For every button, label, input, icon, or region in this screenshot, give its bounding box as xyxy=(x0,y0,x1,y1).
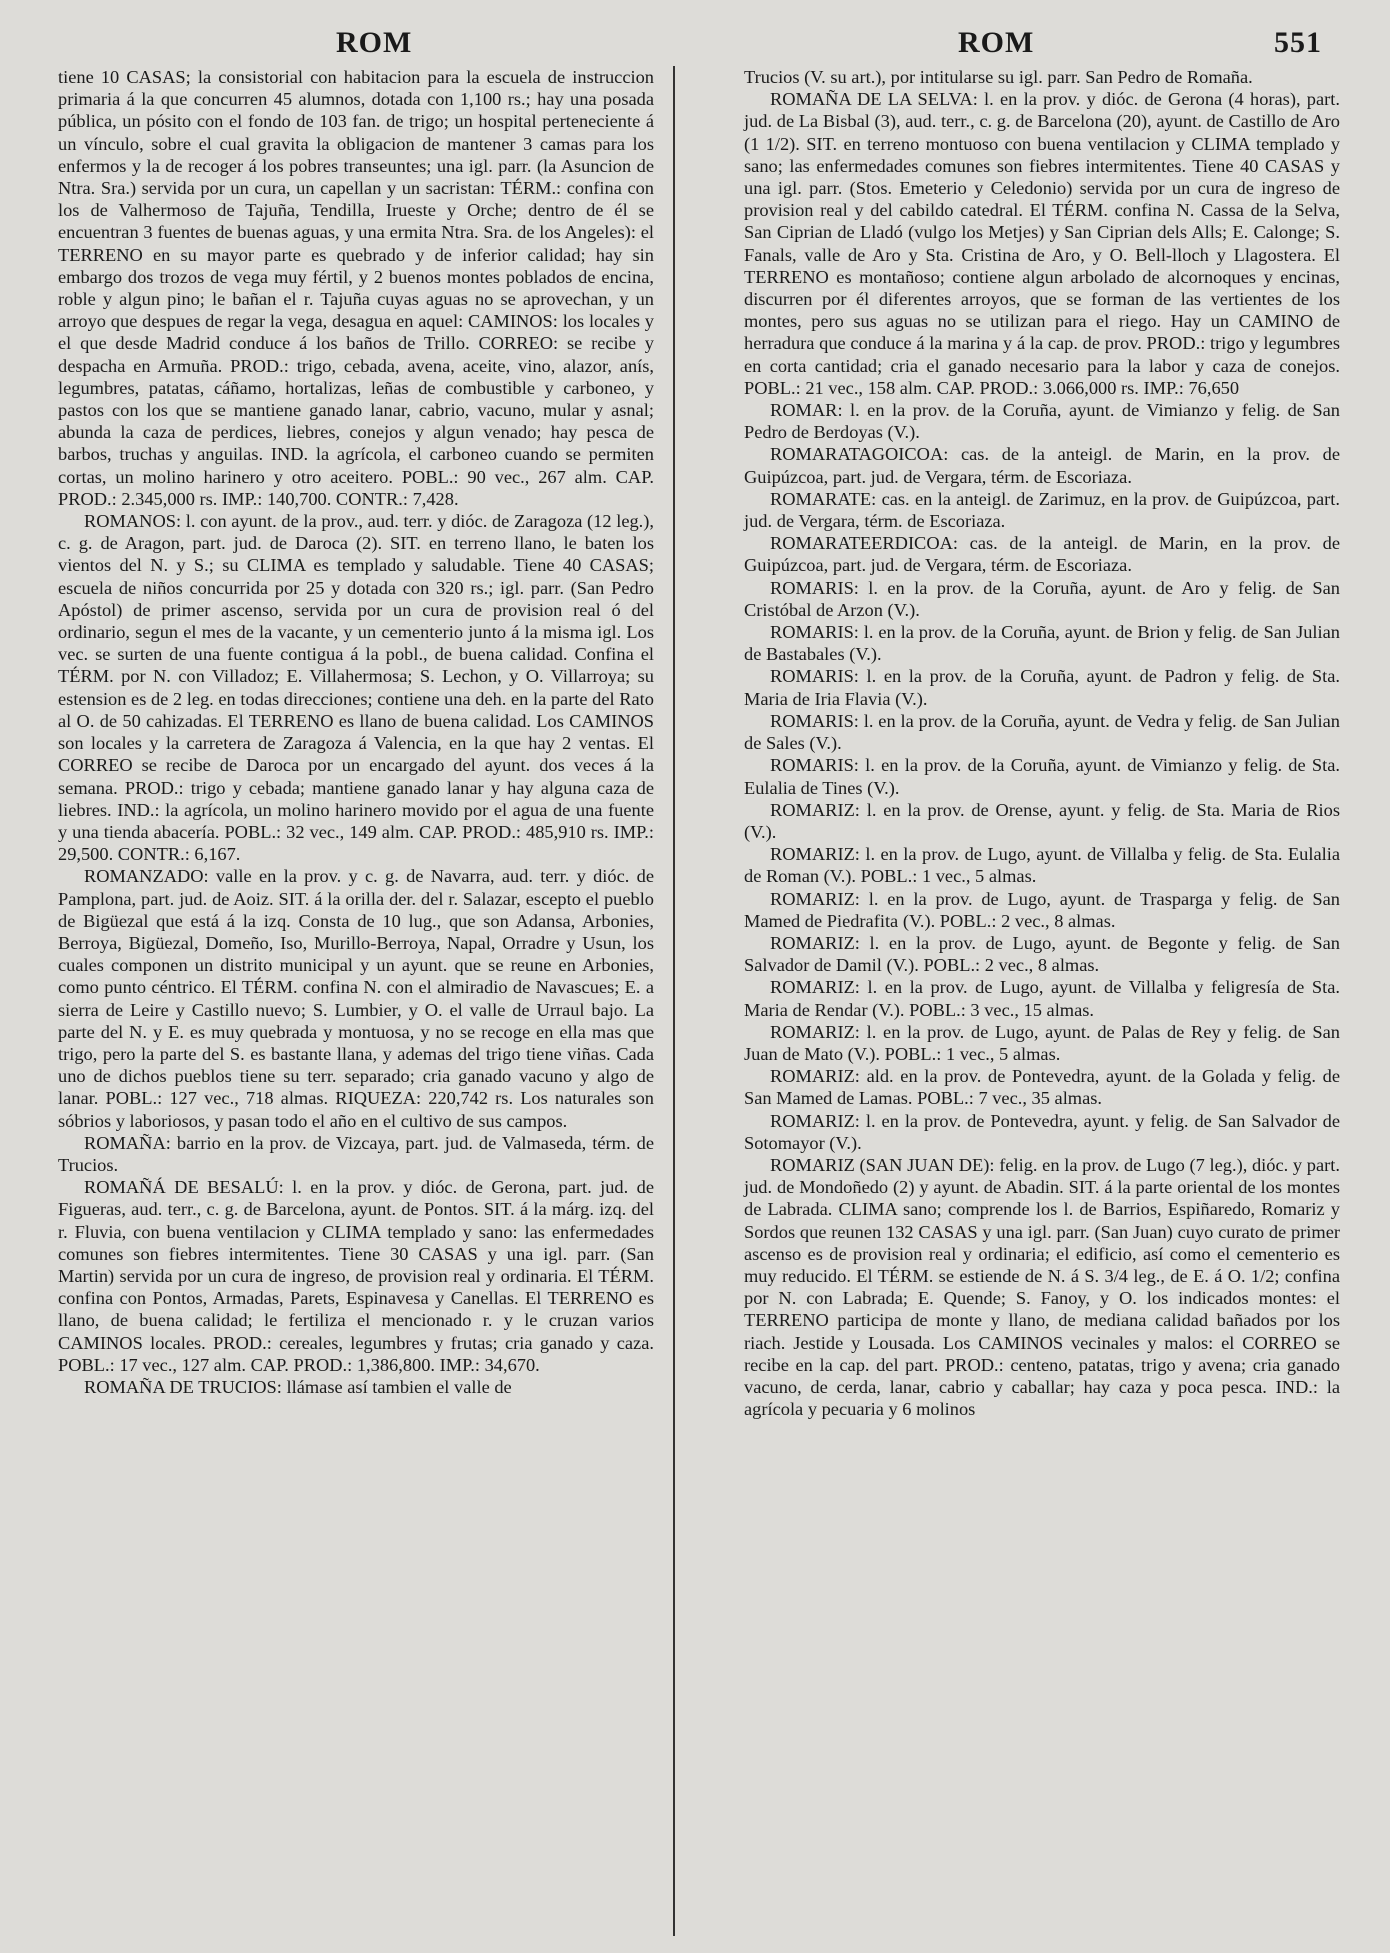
dictionary-entry: ROMARIZ (SAN JUAN DE): felig. en la prov. de Lugo (7 leg.), dióc. y part. jud. de Mondoñedo (2) y ayunt. de Abadin. SIT. á la parte oriental de los montes de Labrada. CLIMA sano; comprende los l. de Barrios, Espiñaredo, Romariz y Sordos que reunen 132 CASAS y una igl. parr. (San Juan) cuyo curato de primer ascenso es de provision real y ordinaria; el edificio, así como el cementerio es muy reducido. El TÉRM. se estiende de N. á S. 3/4 leg., de E. á O. 1/2; confina por N. con Labrada; E. Quende; S. Fanoy, y O. los indicados montes: el TERRENO participa de monte y llano, de mediana calidad bañados por los riach. Jestide y Lousada. Los CAMINOS vecinales y malos: el CORREO se recibe en la cap. del part. PROD.: centeno, patatas, trigo y avena; cria ganado vacuno, de cerda, lanar, cabrio y caballar; hay caza y poca pesca. IND.: la agrícola y pecuaria y 6 molinos xyxy=(744,1154,1340,1420)
left-column xyxy=(58,66,654,1420)
dictionary-entry: ROMARIZ: l. en la prov. de Lugo, ayunt. de Villalba y feligresía de Sta. Maria de Rendar (V.). POBL.: 3 vec., 15 almas. xyxy=(744,977,1340,1020)
dictionary-entry: ROMARIZ: ald. en la prov. de Pontevedra, ayunt. de la Golada y felig. de San Mamed de Lamas. POBL.: 7 vec., 35 almas. xyxy=(744,1066,1340,1109)
dictionary-entry: ROMARATEERDICOA: cas. de la anteigl. de Marin, en la prov. de Guipúzcoa, part. jud. de Vergara, térm. de Escoriaza. xyxy=(744,533,1340,576)
dictionary-entry: ROMANZADO: valle en la prov. y c. g. de Navarra, aud. terr. y dióc. de Pamplona, part. jud. de Aoiz. SIT. á la orilla der. del r. Salazar, escepto el pueblo de Bigüezal que está á la izq. Consta de 10 lug., que son Adansa, Arbonies, Berroya, Bigüezal, Domeño, Iso, Murillo-Berroya, Napal, Orradre y Usun, los cuales componen un distrito municipal y un ayunt. que se reune en Arbonies, como punto céntrico. El TÉRM. confina N. con el almiradio de Navascues; E. a sierra de Leire y Castillo nuevo; S. Lumbier, y O. el valle de Urraul bajo. La parte del N. y E. es muy quebrada y montuosa, y no se recoge en ella mas que trigo, pero la parte del S. es bastante llana, y ademas del trigo tiene viñas. Cada uno de dichos pueblos tiene su terr. separado; cria ganado vacuno y algo de lanar. POBL.: 127 vec., 718 almas. RIQUEZA: 220,742 rs. Los naturales son sóbrios y laboriosos, y pasan todo el año en el cultivo de sus campos. xyxy=(58,866,654,1131)
dictionary-entry: ROMARATAGOICOA: cas. de la anteigl. de Marin, en la prov. de Guipúzcoa, part. jud. de Vergara, térm. de Escoriaza. xyxy=(744,444,1340,487)
dictionary-entry: ROMARIZ: l. en la prov. de Lugo, ayunt. de Villalba y felig. de Sta. Eulalia de Roman (V.). POBL.: 1 vec., 5 almas. xyxy=(744,844,1340,887)
text-columns xyxy=(58,66,1340,1420)
dictionary-entry: ROMARIS: l. en la prov. de la Coruña, ayunt. de Brion y felig. de San Julian de Bastabales (V.). xyxy=(744,622,1340,665)
page-header xyxy=(58,26,1340,66)
dictionary-entry: ROMAÑÁ DE BESALÚ: l. en la prov. y dióc. de Gerona, part. jud. de Figueras, aud. terr., c. g. de Barcelona, ayunt. de Pontos. SIT. á la márg. izq. del r. Fluvia, con buena ventilacion y CLIMA templado y sano: las enfermedades comunes son fiebres intermitentes. Tiene 30 CASAS y una igl. parr. (San Martin) servida por un cura de ingreso, de provision real y ordinaria. El TÉRM. confina con Pontos, Armadas, Parets, Espinavesa y Canellas. El TERRENO es llano, de buena calidad; le fertiliza el mencionado r. y le cruzan varios CAMINOS locales. PROD.: cereales, legumbres y frutas; cria ganado y caza. POBL.: 17 vec., 127 alm. CAP. PROD.: 1,386,800. IMP.: 34,670. xyxy=(58,1177,654,1375)
dictionary-entry: Trucios (V. su art.), por intitularse su igl. parr. San Pedro de Romaña. xyxy=(744,67,1253,87)
dictionary-entry: ROMARATE: cas. en la anteigl. de Zarimuz, en la prov. de Guipúzcoa, part. jud. de Vergara, térm. de Escoriaza. xyxy=(744,488,1340,532)
dictionary-entry: ROMARIZ: l. en la prov. de Lugo, ayunt. de Trasparga y felig. de San Mamed de Piedrafita (V.). POBL.: 2 vec., 8 almas. xyxy=(744,888,1340,931)
dictionary-entry: ROMAÑA DE TRUCIOS: llámase así tambien el valle de xyxy=(84,1376,512,1397)
dictionary-entry: ROMARIZ: l. en la prov. de Orense, ayunt. y felig. de Sta. Maria de Rios (V.). xyxy=(744,799,1340,842)
dictionary-entry: ROMARIZ: l. en la prov. de Lugo, ayunt. de Palas de Rey y felig. de San Juan de Mato (V.). POBL.: 1 vec., 5 almas. xyxy=(744,1021,1340,1064)
dictionary-entry: ROMARIS: l. en la prov. de la Coruña, ayunt. de Aro y felig. de San Cristóbal de Arzon (V.). xyxy=(744,577,1340,620)
dictionary-entry: ROMARIZ: l. en la prov. de Lugo, ayunt. de Begonte y felig. de San Salvador de Damil (V.). POBL.: 2 vec., 8 almas. xyxy=(744,932,1340,976)
right-column xyxy=(744,66,1340,1420)
running-head-left: ROM xyxy=(336,26,413,59)
dictionary-entry: ROMANOS: l. con ayunt. de la prov., aud. terr. y dióc. de Zaragoza (12 leg.), c. g. de Aragon, part. jud. de Daroca (2). SIT. en terreno llano, le baten los vientos del N. y S.; su CLIMA es templado y saludable. Tiene 40 CASAS; escuela de niños concurrida por 25 y dotada con 320 rs.; igl. parr. (San Pedro Apóstol) de primer ascenso, servida por un cura de provision real ó del ordinario, segun el mes de la vacante, y un cementerio junto á la misma igl. Los vec. se surten de una fuente contigua á la pobl., de buena calidad. Confina el TÉRM. por N. con Villadoz; E. Villahermosa; S. Lechon, y O. Villarroya; su estension es de 2 leg. en todas direcciones; contiene una deh. en la parte del Rato al O. de 50 cahizadas. El TERRENO es llano de buena calidad. Los CAMINOS son locales y la carretera de Zaragoza á Valencia, en la que hay 2 ventas. El CORREO se recibe de Daroca por un encargado del ayunt. dos veces á la semana. PROD.: trigo y cebada; mantiene ganado lanar y hay alguna caza de liebres. IND.: la agrícola, un molino harinero movido por el agua de una fuente y una tienda abacería. POBL.: 32 vec., 149 alm. CAP. PROD.: 485,910 rs. IMP.: 29,500. CONTR.: 6,167. xyxy=(58,511,654,865)
dictionary-entry: tiene 10 CASAS; la consistorial con habitacion para la escuela de instruccion primaria á la que concurren 45 alumnos, dotada con 1,100 rs.; hay una posada pública, un pósito con el fondo de 103 fan. de trigo; un hospital perteneciente á un vínculo, sobre el cual gravita la obligacion de mantener 3 camas para los enfermos y la de recoger á los pobres transeuntes; una igl. parr. (la Asuncion de Ntra. Sra.) servida por un cura, un capellan y un sacristan: TÉRM.: confina con los de Valhermoso de Tajuña, Tendilla, Irueste y Orche; dentro de él se encuentran 3 fuentes de buenas aguas, y una ermita Ntra. Sra. de los Angeles): el TERRENO en su mayor parte es quebrado y de inferior calidad; hay sin embargo dos trozos de vega muy fértil, y 2 buenos montes poblados de encina, roble y algun pino; le bañan el r. Tajuña cuyas aguas no se aprovechan, y un arroyo que despues de regar la vega, desagua en aquel: CAMINOS: los locales y el que desde Madrid conduce á los baños de Trillo. CORREO: se recibe y despacha en Armuña. PROD.: trigo, cebada, avena, aceite, vino, alazor, anís, legumbres, patatas, cáñamo, hortalizas, leñas de combustible y carboneo, y pastos con los que se mantiene ganado lanar, cabrio, vacuno, mular y asnal; abunda la caza de perdices, liebres, conejos y algun venado; hay pesca de barbos, truchas y anguilas. IND. la agrícola, el carboneo cuando se permiten cortas, un molino harinero y otro aceitero. POBL.: 90 vec., 267 alm. CAP. PROD.: 2.345,000 rs. IMP.: 140,700. CONTR.: 7,428. xyxy=(58,67,654,509)
page-number: 551 xyxy=(1274,26,1322,59)
dictionary-entry: ROMAR: l. en la prov. de la Coruña, ayunt. de Vimianzo y felig. de San Pedro de Berdoyas (V.). xyxy=(744,400,1340,443)
dictionary-entry: ROMARIS: l. en la prov. de la Coruña, ayunt. de Padron y felig. de Sta. Maria de Iria Flavia (V.). xyxy=(744,666,1340,709)
dictionary-entry: ROMARIS: l. en la prov. de la Coruña, ayunt. de Vedra y felig. de San Julian de Sales (V.). xyxy=(744,710,1340,754)
running-head-right: ROM xyxy=(958,26,1035,59)
dictionary-entry: ROMAÑA: barrio en la prov. de Vizcaya, part. jud. de Valmaseda, térm. de Trucios. xyxy=(58,1132,654,1175)
dictionary-entry: ROMARIS: l. en la prov. de la Coruña, ayunt. de Vimianzo y felig. de Sta. Eulalia de Tines (V.). xyxy=(744,755,1340,798)
dictionary-entry: ROMARIZ: l. en la prov. de Pontevedra, ayunt. y felig. de San Salvador de Sotomayor (V.). xyxy=(744,1110,1340,1153)
column-rule xyxy=(673,66,675,1936)
dictionary-entry: ROMAÑA DE LA SELVA: l. en la prov. y dióc. de Gerona (4 horas), part. jud. de La Bisbal (3), aud. terr., c. g. de Barcelona (20), ayunt. de Castillo de Aro (1 1/2). SIT. en terreno montuoso con buena ventilacion y CLIMA templado y sano; las enfermedades comunes son fiebres intermitentes. Tiene 40 CASAS y una igl. parr. (Stos. Emeterio y Celedonio) servida por un cura de ingreso de provision real y del cabildo catedral. El TÉRM. confina N. Cassa de la Selva, San Ciprian de Lladó (vulgo los Metjes) y San Ciprian dels Alls; E. Calonge; S. Fanals, valle de Aro y Sta. Cristina de Aro, y O. Bell-lloch y Llagostera. El TERRENO es montañoso; contiene algun arbolado de alcornoques y encinas, discurren por él diferentes arroyos, que se forman de las vertientes de los montes, pero sus aguas no se utilizan para el riego. Hay un CAMINO de herradura que conduce á la marina y á la cap. de prov. PROD.: trigo y legumbres en corta cantidad; cria el ganado necesario para la labor y caza de conejos. POBL.: 21 vec., 158 alm. CAP. PROD.: 3.066,000 rs. IMP.: 76,650 xyxy=(744,89,1340,398)
